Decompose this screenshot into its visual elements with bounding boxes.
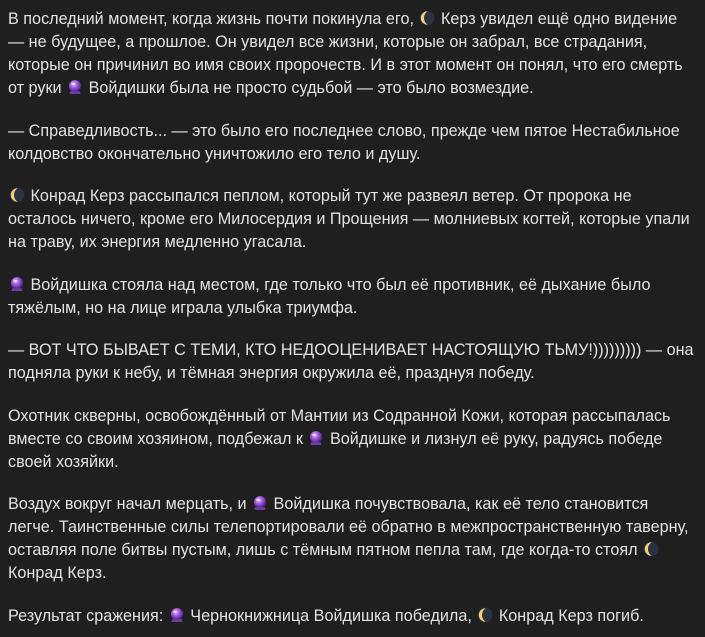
story-paragraph — [8, 274, 697, 320]
story-paragraph — [8, 605, 697, 628]
text-segment: Охотник скверны, освобождённый от Мантии из Содранной Кожи, которая рассыпалась вместе со своим хозяином, подбежал к — [8, 406, 671, 448]
text-segment: Войдишке и лизнул её руку, радуясь победе своей хозяйки. — [8, 429, 663, 471]
text-segment: Войдишка стояла над местом, где только что был её противник, её дыхание было тяжёлым, но на лице играла улыбка триумфа. — [8, 275, 651, 317]
story-paragraph — [8, 120, 697, 166]
crescent-moon-icon — [477, 607, 493, 623]
text-segment: Конрад Керз рассыпался пеплом, который тут же развеял ветер. От пророка не осталось ничего, кроме его Милосердия и Прощения — молниевых когтей, которые упали на траву, их энергия медленно угасала. — [8, 187, 690, 251]
text-segment: В последний момент, когда жизнь почти покинула его, — [8, 10, 419, 28]
crescent-moon-icon — [419, 10, 435, 26]
crystal-ball-icon — [9, 276, 25, 292]
text-segment: Конрад Керз. — [8, 564, 107, 582]
text-segment: Войдишка почувствовала, как её тело становится легче. Таинственные силы телепортировали её обратно в межпространственную таверну, оставляя поле битвы пустым, лишь с тёмным пятном пепла там, где когда-то стоял — [8, 495, 689, 559]
crystal-ball-icon — [169, 607, 185, 623]
text-segment: Керз увидел ещё одно видение — не будущее, а прошлое. Он увидел все жизни, которые он забрал, все страдания, которые он причинил во имя своих пророчеств. И в этот момент он понял, что его смерть от руки — [8, 10, 683, 97]
text-segment: Воздух вокруг начал мерцать, и — [8, 495, 252, 513]
crystal-ball-icon — [252, 495, 268, 511]
text-segment: Войдишки была не просто судьбой — это было возмездие. — [88, 79, 534, 97]
crystal-ball-icon — [67, 79, 83, 95]
story-paragraph — [8, 493, 697, 585]
story-paragraph — [8, 405, 697, 474]
text-segment: — ВОТ ЧТО БЫВАЕТ С ТЕМИ, КТО НЕДООЦЕНИВАЕТ НАСТОЯЩУЮ ТЬМУ!))))))))) — она подняла руки к небу, и тёмная энергия окружила её, празднуя победу. — [8, 341, 694, 382]
text-segment: Конрад Керз погиб. — [498, 606, 644, 625]
story-paragraph — [8, 185, 697, 254]
crystal-ball-icon — [308, 430, 324, 446]
story-paragraph — [8, 8, 697, 100]
crescent-moon-icon — [9, 187, 25, 203]
crescent-moon-icon — [643, 541, 659, 557]
text-segment: Результат сражения: — [8, 606, 168, 625]
story-paragraph — [8, 339, 697, 385]
text-segment: Чернокнижница Войдишка победила, — [190, 606, 477, 625]
text-segment: — Справедливость... — это было его последнее слово, прежде чем пятое Нестабильное колдовство окончательно уничтожило его тело и душу. — [8, 121, 680, 163]
